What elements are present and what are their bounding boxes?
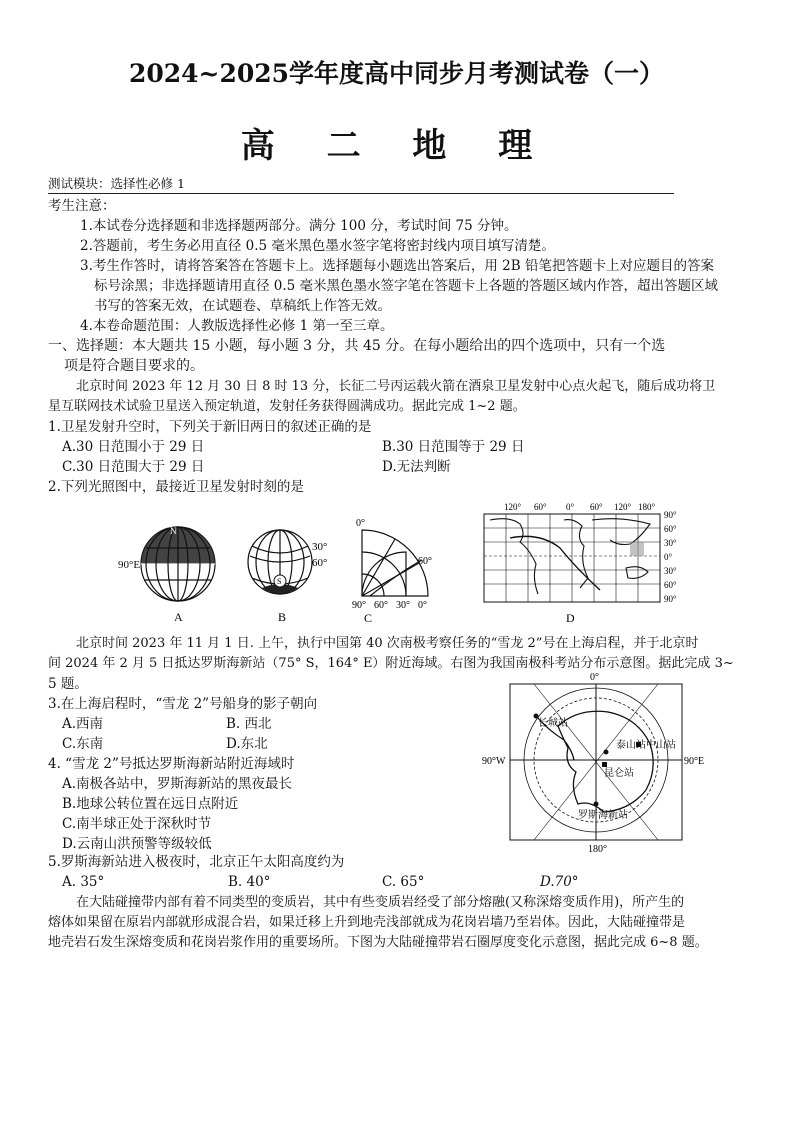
notice-heading: 考生注意： [48,198,116,214]
fig-b-label: B [278,610,287,624]
fig-d-right-tick: 0° [664,552,673,562]
fig-a-lon-label: 90°E [118,559,141,571]
map-left-label: 90°W [482,756,506,767]
fig-c-b2: 60° [374,600,388,611]
passage-3: 在大陆碰撞带内部有着不同类型的变质岩，其中有些变质岩经受了部分熔融(又称深熔变质作用)，所产生的 [76,895,685,910]
illumination-figure-d [480,498,680,626]
q4-stem: 4. “雪龙 2”号抵达罗斯海新站附近海域时 [48,756,295,772]
svg-text:S: S [277,577,282,586]
fig-d-right-tick: 30° [664,566,677,576]
notice-item: 1.本试卷分选择题和非选择题两部分。满分 100 分，考试时间 75 分钟。 [80,218,518,234]
passage-1: 北京时间 2023 年 12 月 30 日 8 时 13 分，长征二号丙运载火箭在酒泉卫星发射中心点火起飞，随后成功将卫 [76,379,716,394]
q1-option-c: C.30 日范围大于 29 日 [62,459,205,475]
fig-a-label: A [174,610,183,624]
station-rossea: 罗斯海新站 [578,810,628,821]
q2-stem: 2.下列光照图中，最接近卫星发射时刻的是 [48,479,304,495]
passage-1-cont: 星互联网技术试验卫星送入预定轨道，发射任务获得圆满成功。据此完成 1~2 题。 [48,399,526,414]
q4-option-b: B.地球公转位置在远日点附近 [62,796,239,812]
map-right-label: 90°E [684,756,705,767]
illumination-figure-b [240,520,340,624]
q3-option-d: D.东北 [226,736,268,752]
passage-3-cont: 熔体如果留在原岩内部就形成混合岩，如果迁移上升到地壳浅部就成为花岗岩墙乃至岩体。因此，大陆碰撞带是 [48,915,686,930]
q4-option-a: A.南极各站中，罗斯海新站的黑夜最长 [62,776,293,792]
fig-d-top-tick: 0° [566,502,575,512]
fig-c-b3: 30° [396,600,410,611]
illumination-figure-c [350,512,440,624]
q5-option-a: A. 35° [62,874,105,890]
fig-b-lat1: 30° [312,541,328,553]
q5-option-d: D.70° [540,874,579,890]
map-bottom-label: 180° [588,844,607,854]
fig-d-top-tick: 60° [590,502,603,512]
passage-2-cont: 间 2024 年 2 月 5 日抵达罗斯海新站（75° S，164° E）附近海域。右图为我国南极科考站分布示意图。据此完成 3~ [48,656,734,671]
station-changcheng: 长城站 [538,718,568,729]
notice-item: 3.考生作答时，请将答案答在答题卡上。选择题每小题选出答案后，用 2B 铅笔把答题卡上对应题目的答案 [80,258,714,274]
station-kunlun: 昆仑站 [604,768,634,779]
fig-d-top-tick: 60° [534,502,547,512]
passage-2: 北京时间 2023 年 11 月 1 日. 上午，执行中国第 40 次南极考察任务的“雪龙 2”号在上海启程，并于北京时 [76,636,699,651]
q1-option-d: D.无法判断 [382,459,451,475]
q5-stem: 5.罗斯海新站进入极夜时，北京正午太阳高度约为 [48,854,345,870]
exam-title: 2024~2025学年度高中同步月考测试卷（一） [128,59,665,88]
notice-item: 标号涂黑；非选择题请用直径 0.5 毫米黑色墨水签字笔在答题卡上各题的答题区域内作答，超出答题区域 [94,278,719,294]
section-heading: 一、选择题：本大题共 15 小题，每小题 3 分，共 45 分。在每小题给出的四个选项中，只有一个选 [48,338,666,354]
map-top-label: 0° [590,672,599,683]
fig-c-right: 60° [418,556,432,567]
q3-option-a: A.西南 [62,716,104,732]
q4-option-c: C.南半球正处于深秋时节 [62,816,212,832]
q4-option-d: D.云南山洪预警等级较低 [62,836,212,852]
q1-option-b: B.30 日范围等于 29 日 [382,439,525,455]
fig-d-right-tick: 90° [664,594,677,604]
notice-item: 书写的答案无效，在试题卷、草稿纸上作答无效。 [94,298,391,314]
fig-c-top: 0° [356,518,365,529]
notice-item: 2.答题前，考生务必用直径 0.5 毫米黑色墨水签字笔将密封线内项目填写清楚。 [80,238,555,254]
q3-option-c: C.东南 [62,736,104,752]
fig-d-right-tick: 60° [664,580,677,590]
fig-d-right-tick: 90° [664,510,677,520]
subject-title: 高 二 地 理 [240,126,553,166]
illumination-figure-a [112,520,232,624]
station-zhongshan: 中山站 [646,740,676,751]
passage-3-cont: 地壳岩石发生深熔变质和花岗岩浆作用的重要场所。下图为大陆碰撞带岩石圈厚度变化示意图，据此完成 6~8 题。 [48,935,708,950]
test-module: 测试模块：选择性必修 1 [48,174,674,194]
fig-d-top-tick: 120° [504,502,522,512]
q1-option-a: A.30 日范围小于 29 日 [62,439,205,455]
antarctica-station-map [478,668,714,854]
fig-c-b4: 0° [418,600,427,611]
fig-d-top-tick: 120° [614,502,632,512]
section-heading-cont: 项是符合题目要求的。 [64,358,204,374]
fig-b-lat2: 60° [312,557,328,569]
fig-d-top-tick: 180° [638,502,656,512]
fig-c-b1: 90° [352,600,366,611]
q1-stem: 1.卫星发射升空时，下列关于新旧两日的叙述正确的是 [48,419,372,435]
station-taishan: 泰山站 [616,740,646,751]
q3-option-b: B. 西北 [226,716,272,732]
q5-option-c: C. 65° [382,874,425,890]
fig-d-right-tick: 30° [664,538,677,548]
fig-c-label: C [364,611,373,624]
q3-stem: 3.在上海启程时，“雪龙 2”号船身的影子朝向 [48,696,318,712]
notice-item: 4.本卷命题范围：人教版选择性必修 1 第一至三章。 [80,318,394,334]
fig-d-label: D [566,611,575,625]
q5-option-b: B. 40° [228,874,271,890]
svg-text:N: N [170,526,177,536]
fig-d-right-tick: 60° [664,524,677,534]
passage-2-cont: 5 题。 [48,676,88,692]
